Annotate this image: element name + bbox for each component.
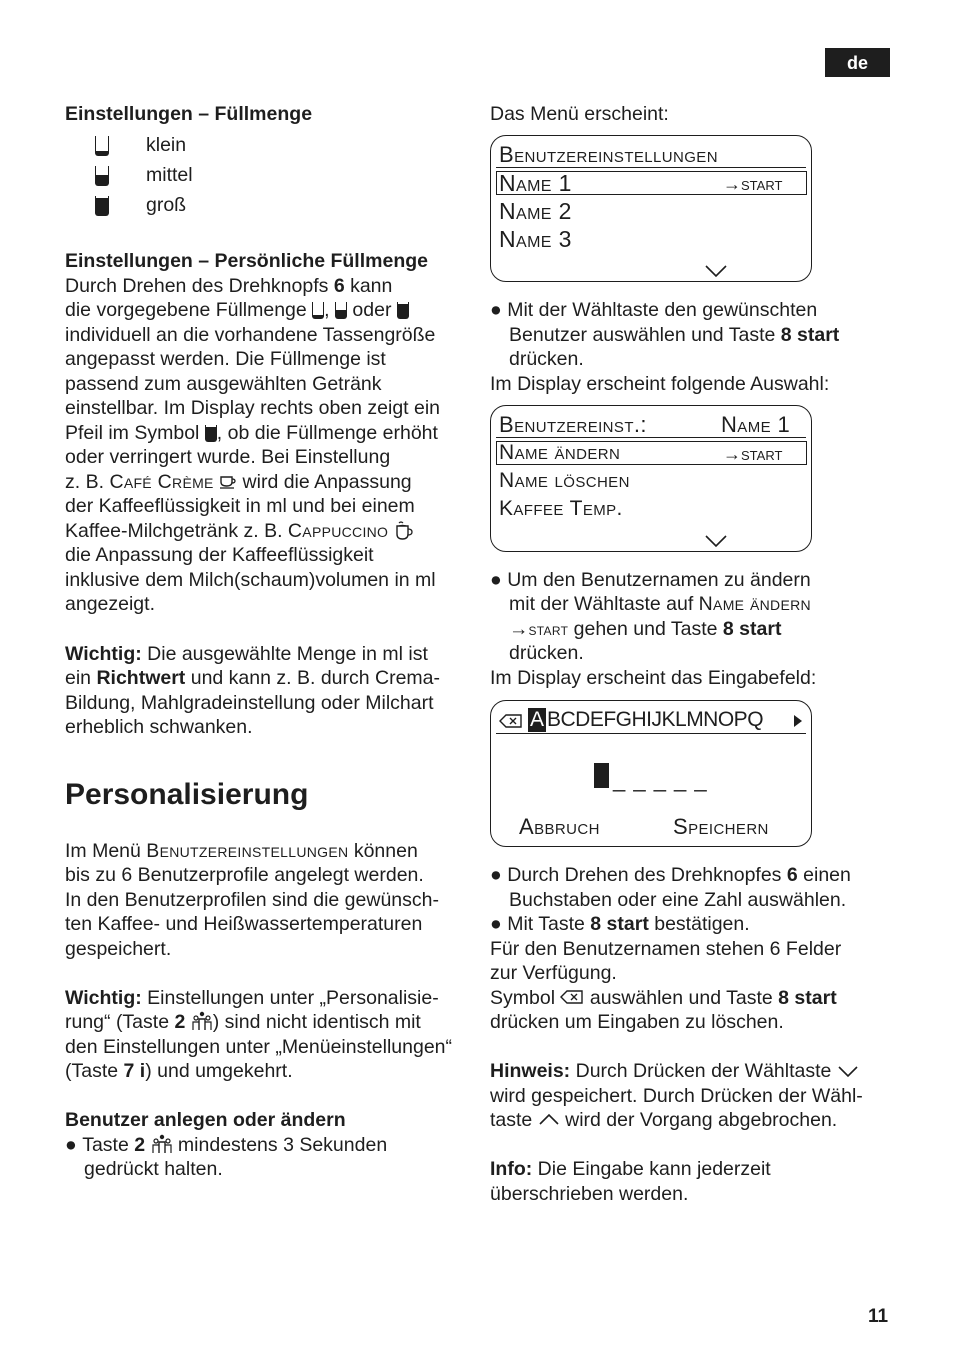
paragraph-line: wird gespeichert. Durch Drücken der Wähl- bbox=[490, 1085, 863, 1107]
cup-large-icon bbox=[397, 302, 409, 319]
scroll-right-icon bbox=[792, 713, 804, 729]
language-badge: de bbox=[825, 48, 890, 77]
chevron-down-icon bbox=[704, 534, 728, 548]
paragraph-line: ten Kaffee- und Heißwassertemperaturen bbox=[65, 913, 423, 935]
list-item: ● Mit der Wähltaste den gewünschten bbox=[490, 299, 818, 321]
user-profiles-icon bbox=[191, 1011, 213, 1031]
paragraph-line: Pfeil im Symbol , ob die Füllmenge erhöht bbox=[65, 422, 438, 444]
important-note: Wichtig: Einstellungen unter „Personalisie- bbox=[65, 987, 439, 1009]
paragraph-line: passend zum ausgewählten Getränk bbox=[65, 373, 382, 395]
cup-small-icon bbox=[95, 136, 109, 159]
list-item: ● Durch Drehen des Drehknopfes 6 einen bbox=[490, 864, 851, 886]
important-note: Wichtig: Die ausgewählte Menge in ml ist bbox=[65, 643, 428, 665]
paragraph-line: inklusive dem Milch(schaum)volumen in ml bbox=[65, 569, 436, 591]
display-user-settings bbox=[490, 135, 812, 282]
input-cursor bbox=[594, 763, 609, 788]
paragraph-line: einstellbar. Im Display rechts oben zeigt ein bbox=[65, 397, 441, 419]
chevron-down-icon bbox=[837, 1064, 859, 1078]
list-item: ● Taste 2 mindestens 3 Sekunden bbox=[65, 1134, 388, 1156]
paragraph-line: Kaffee-Milchgetränk z. B. Cappuccino bbox=[65, 519, 414, 543]
info-note: Info: Die Eingabe kann jederzeit bbox=[490, 1158, 771, 1180]
paragraph-line: drücken. bbox=[509, 348, 584, 370]
cup-medium-icon bbox=[335, 302, 347, 319]
menu-item-delete-name[interactable]: Name löschen bbox=[499, 469, 630, 492]
paragraph-line: ein Richtwert und kann z. B. durch Crema- bbox=[65, 667, 441, 689]
paragraph-line: überschrieben werden. bbox=[490, 1183, 689, 1205]
paragraph-line: gedrückt halten. bbox=[84, 1158, 223, 1180]
list-item: ● Mit Taste 8 start bestätigen. bbox=[490, 913, 750, 935]
paragraph-line: In den Benutzerprofilen sind die gewünsch- bbox=[65, 889, 439, 911]
fill-title: Einstellungen – Füllmenge bbox=[65, 103, 313, 125]
display-title: Benutzereinstellungen bbox=[499, 142, 718, 167]
paragraph-line: gespeichert. bbox=[65, 938, 172, 960]
paragraph-line: Im Display erscheint folgende Auswahl: bbox=[490, 373, 830, 395]
menu-item-name-3[interactable]: Name 3 bbox=[499, 226, 572, 252]
paragraph-line: den Einstellungen unter „Menüeinstellungen“ bbox=[65, 1036, 453, 1058]
cappuccino-cup-icon bbox=[394, 521, 414, 541]
paragraph-line: bis zu 6 Benutzerprofile angelegt werden. bbox=[65, 864, 424, 886]
input-blanks: _ _ _ _ _ bbox=[613, 767, 708, 792]
cup-large-icon bbox=[205, 425, 217, 442]
display-title-user: Name 1 bbox=[721, 412, 791, 437]
paragraph-line: Das Menü erscheint: bbox=[490, 103, 669, 125]
letter-strip[interactable]: BCDEFGHIJKLMNOPQ bbox=[547, 708, 764, 731]
user-profiles-icon bbox=[151, 1134, 173, 1154]
paragraph-line: rung“ (Taste 2 ) sind nicht identisch mit bbox=[65, 1011, 421, 1033]
paragraph-line: Im Menü Benutzereinstellungen können bbox=[65, 840, 418, 862]
fill-item-small: klein bbox=[146, 134, 187, 156]
paragraph-line: drücken um Eingaben zu löschen. bbox=[490, 1011, 784, 1033]
cancel-option[interactable]: Abbruch bbox=[519, 814, 600, 839]
delete-backspace-icon[interactable] bbox=[499, 713, 523, 729]
page-number: 11 bbox=[868, 1306, 889, 1327]
fill-item-large: groß bbox=[146, 194, 187, 216]
display-title: Benutzereinst.: bbox=[499, 412, 647, 437]
section-heading: Personalisierung bbox=[65, 778, 309, 811]
paragraph-line: Für den Benutzernamen stehen 6 Felder bbox=[490, 938, 842, 960]
chevron-down-icon bbox=[704, 264, 728, 278]
start-hint: →start bbox=[723, 444, 783, 464]
chevron-up-icon bbox=[538, 1113, 560, 1127]
cup-small-icon bbox=[312, 302, 324, 319]
cup-medium-icon bbox=[95, 166, 109, 189]
paragraph-line: oder verringert wurde. Bei Einstellung bbox=[65, 446, 391, 468]
display-name-input bbox=[490, 700, 812, 847]
paragraph-line: Symbol auswählen und Taste 8 start bbox=[490, 987, 837, 1009]
paragraph-line: Benutzer auswählen und Taste 8 start bbox=[509, 324, 840, 346]
fill-item-medium: mittel bbox=[146, 164, 193, 186]
paragraph-line: taste wird der Vorgang abgebrochen. bbox=[490, 1109, 838, 1131]
paragraph-line: angepasst werden. Die Füllmenge ist bbox=[65, 348, 386, 370]
paragraph-line: →start gehen und Taste 8 start bbox=[509, 618, 782, 640]
paragraph-line: Bildung, Mahlgradeinstellung oder Milchart bbox=[65, 692, 434, 714]
personal-fill-title: Einstellungen – Persönliche Füllmenge bbox=[65, 250, 428, 272]
paragraph-line: angezeigt. bbox=[65, 593, 155, 615]
menu-item-change-name[interactable]: Name ändern bbox=[499, 441, 621, 464]
paragraph-line: mit der Wähltaste auf Name ändern bbox=[509, 593, 811, 615]
paragraph-line: (Taste 7 i) und umgekehrt. bbox=[65, 1060, 293, 1082]
paragraph-line: Buchstaben oder eine Zahl auswählen. bbox=[509, 889, 847, 911]
paragraph-line: Im Display erscheint das Eingabefeld: bbox=[490, 667, 817, 689]
paragraph-line: erheblich schwanken. bbox=[65, 716, 253, 738]
delete-backspace-icon bbox=[560, 989, 584, 1005]
paragraph-line: individuell an die vorhandene Tassengröße bbox=[65, 324, 436, 346]
menu-item-name-1[interactable]: Name 1 bbox=[499, 170, 572, 196]
cup-large-icon bbox=[95, 196, 109, 219]
selected-letter[interactable]: A bbox=[529, 708, 544, 731]
save-option[interactable]: Speichern bbox=[673, 814, 769, 839]
subsection-title: Benutzer anlegen oder ändern bbox=[65, 1109, 346, 1131]
menu-item-name-2[interactable]: Name 2 bbox=[499, 198, 572, 224]
display-user-submenu bbox=[490, 405, 812, 552]
list-item: ● Um den Benutzernamen zu ändern bbox=[490, 569, 811, 591]
paragraph-line: die vorgegebene Füllmenge , oder bbox=[65, 298, 409, 322]
paragraph-line: die Anpassung der Kaffeeflüssigkeit bbox=[65, 544, 374, 566]
paragraph-line: drücken. bbox=[509, 642, 584, 664]
coffee-cup-icon bbox=[219, 474, 237, 490]
paragraph-line: der Kaffeeflüssigkeit in ml und bei einem bbox=[65, 495, 415, 517]
start-hint: →start bbox=[723, 174, 783, 194]
paragraph-line: Durch Drehen des Drehknopfs 6 kann bbox=[65, 275, 393, 297]
paragraph-line: zur Verfügung. bbox=[490, 962, 617, 984]
paragraph-line: z. B. Café Crème wird die Anpassung bbox=[65, 471, 412, 493]
menu-item-coffee-temp[interactable]: Kaffee Temp. bbox=[499, 497, 623, 520]
hint-note: Hinweis: Durch Drücken der Wähltaste bbox=[490, 1059, 859, 1083]
